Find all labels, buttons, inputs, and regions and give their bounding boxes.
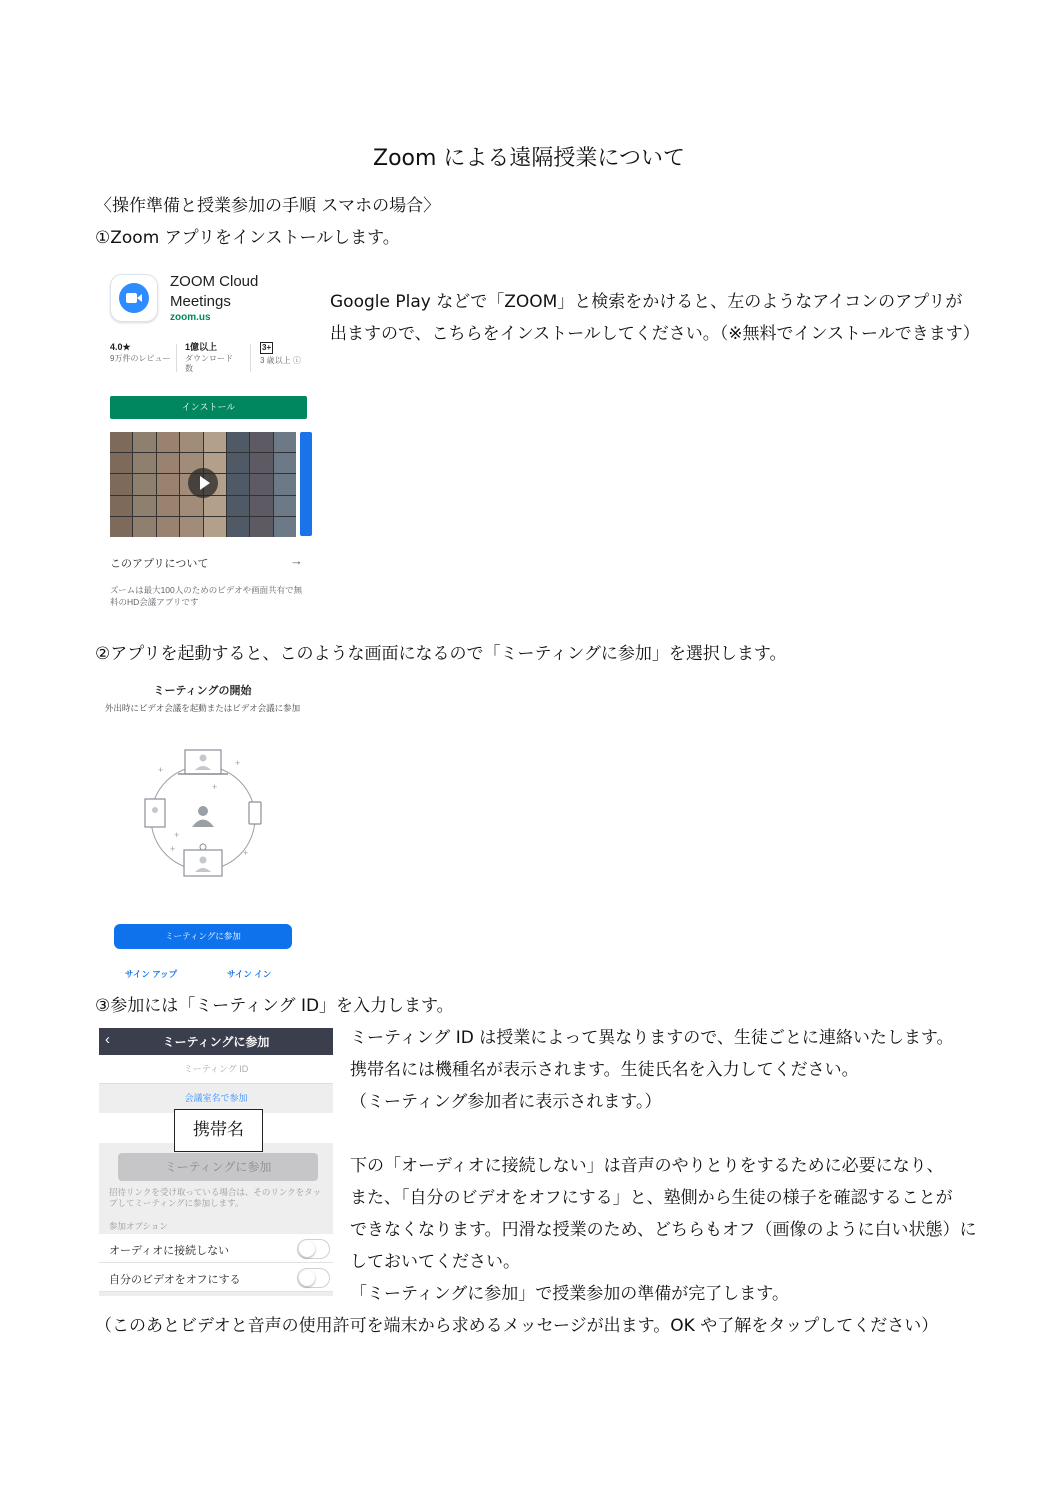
back-chevron-icon[interactable]: ‹: [105, 1031, 110, 1048]
downloads-value: 1億以上: [185, 342, 218, 352]
audio-off-toggle[interactable]: [297, 1239, 330, 1259]
step3-text-line: ミーティング ID は授業によって異なりますので、生徒ごとに連絡いたします。: [350, 1028, 954, 1048]
participant-thumbnail: [157, 496, 179, 516]
stat-divider: [250, 344, 251, 372]
play-icon[interactable]: [188, 468, 218, 498]
step3-text-line: また、「自分のビデオをオフにする」と、塾側から生徒の様子を確認することが: [350, 1188, 953, 1208]
participant-thumbnail: [250, 474, 272, 494]
participant-thumbnail: [133, 517, 155, 537]
join-meeting-button-disabled[interactable]: ミーティングに参加: [118, 1153, 318, 1181]
step3-text-line: 「ミーティングに参加」で授業参加の準備が完了します。: [350, 1284, 789, 1304]
step3-text-line: しておいてください。: [350, 1252, 520, 1272]
participant-thumbnail: [110, 453, 132, 473]
video-off-toggle[interactable]: [297, 1268, 330, 1288]
participant-thumbnail: [274, 474, 296, 494]
participant-thumbnail: [227, 474, 249, 494]
install-button[interactable]: インストール: [110, 396, 307, 419]
svg-text:+: +: [158, 765, 164, 775]
participant-thumbnail: [227, 432, 249, 452]
join-meeting-button[interactable]: ミーティングに参加: [114, 924, 292, 949]
participant-thumbnail: [157, 474, 179, 494]
zoom-camera-icon: [119, 283, 149, 313]
participant-thumbnail: [133, 474, 155, 494]
option-row-audio: [99, 1234, 333, 1263]
app-store-listing-image: [108, 268, 316, 613]
svg-text:+: +: [212, 782, 218, 792]
rating-caption: 9万件のレビュー: [110, 354, 171, 363]
footer-note: （このあとビデオと音声の使用許可を端末から求めるメッセージが出ます。OK や了解をタップしてください）: [95, 1316, 939, 1336]
step3-text-line: 下の「オーディオに接続しない」は音声のやりとりをするために必要になり、: [350, 1156, 944, 1176]
section-heading: 〈操作準備と授業参加の手順 スマホの場合〉: [95, 196, 441, 216]
next-screenshot-preview: [300, 432, 312, 536]
meeting-start-title: ミーティングの開始: [153, 685, 252, 697]
participant-thumbnail: [227, 517, 249, 537]
arrow-right-icon[interactable]: →: [290, 553, 303, 568]
participant-thumbnail: [110, 432, 132, 452]
participant-thumbnail: [250, 496, 272, 516]
join-by-room-name-link[interactable]: 会議室名で参加: [184, 1093, 248, 1103]
app-name: ZOOM Cloud Meetings: [170, 273, 259, 310]
participant-thumbnail: [133, 432, 155, 452]
participant-thumbnail: [133, 453, 155, 473]
participant-thumbnail: [204, 496, 226, 516]
step3-text-line: （ミーティング参加者に表示されます。）: [350, 1092, 662, 1112]
meeting-start-screen-image: [100, 680, 305, 980]
downloads-stat: [185, 342, 240, 374]
participant-thumbnail: [110, 496, 132, 516]
option-audio-label: オーディオに接続しない: [109, 1245, 230, 1257]
age-stat: [260, 342, 316, 366]
app-description: ズームは最大100人のためのビデオや画面共有で無料のHD会議アプリです: [110, 585, 303, 607]
nav-bar: [99, 1028, 333, 1055]
about-app-label[interactable]: このアプリについて: [110, 558, 209, 570]
option-video-label: 自分のビデオをオフにする: [109, 1274, 241, 1286]
age-rating-badge: 3+: [262, 343, 272, 352]
step3-text-line: できなくなります。円滑な授業のため、どちらもオフ（画像のように白い状態）に: [350, 1220, 977, 1240]
participant-thumbnail: [157, 453, 179, 473]
step3-text-line: 携帯名には機種名が表示されます。生徒氏名を入力してください。: [350, 1060, 859, 1080]
page-title: Zoom による遠隔授業について: [373, 146, 685, 171]
svg-text:+: +: [170, 844, 176, 854]
device-name-callout: 携帯名: [174, 1109, 263, 1152]
option-row-video: [99, 1263, 333, 1292]
svg-text:+: +: [174, 830, 180, 840]
join-options-heading: 参加オプション: [109, 1221, 168, 1231]
rating-value: 4.0★: [110, 342, 131, 352]
participant-thumbnail: [110, 517, 132, 537]
rating-stat: [110, 342, 172, 364]
participant-thumbnail: [204, 432, 226, 452]
step1-text-line: Google Play などで「ZOOM」と検索をかけると、左のようなアイコンのアプリが: [330, 292, 963, 312]
participant-thumbnail: [204, 517, 226, 537]
participant-thumbnail: [274, 453, 296, 473]
participant-thumbnail: [227, 496, 249, 516]
participant-thumbnail: [274, 517, 296, 537]
svg-text:+: +: [235, 758, 241, 768]
step1-text-line: 出ますので、こちらをインストールしてください。（※無料でインストールできます）: [330, 324, 980, 344]
stat-divider: [176, 344, 177, 372]
svg-text:+: +: [243, 848, 249, 858]
zoom-app-icon: [110, 274, 158, 322]
participant-thumbnail: [157, 517, 179, 537]
participant-thumbnail: [274, 432, 296, 452]
meeting-start-subtitle: 外出時にビデオ会議を起動またはビデオ会議に参加: [104, 703, 301, 713]
participant-thumbnail: [227, 453, 249, 473]
meeting-id-field[interactable]: ミーティング ID: [99, 1055, 333, 1084]
participant-thumbnail: [110, 474, 132, 494]
participant-thumbnail: [250, 453, 272, 473]
nav-title: ミーティングに参加: [162, 1035, 270, 1049]
downloads-caption: ダウンロード数: [185, 354, 233, 373]
step3-heading: ③参加には「ミーティング ID」を入力します。: [95, 996, 454, 1016]
age-caption: 3 歳以上 ⓘ: [260, 356, 301, 365]
participant-thumbnail: [274, 496, 296, 516]
participant-thumbnail: [250, 432, 272, 452]
participant-thumbnail: [133, 496, 155, 516]
participant-thumbnail: [180, 496, 202, 516]
app-developer: zoom.us: [170, 312, 211, 323]
sign-in-link[interactable]: サイン イン: [227, 969, 272, 979]
devices-illustration: [140, 740, 270, 890]
sign-up-link[interactable]: サイン アップ: [125, 969, 178, 979]
participant-thumbnail: [250, 517, 272, 537]
join-meeting-form-image: [99, 1028, 333, 1296]
invite-link-hint: 招待リンクを受け取っている場合は、そのリンクをタップしてミーティングに参加します。: [109, 1187, 322, 1208]
step1-heading: ①Zoom アプリをインストールします。: [95, 228, 400, 248]
participant-thumbnail: [157, 432, 179, 452]
participant-thumbnail: [180, 432, 202, 452]
step2-heading: ②アプリを起動すると、このような画面になるので「ミーティングに参加」を選択します。: [95, 644, 787, 664]
participant-thumbnail: [180, 517, 202, 537]
